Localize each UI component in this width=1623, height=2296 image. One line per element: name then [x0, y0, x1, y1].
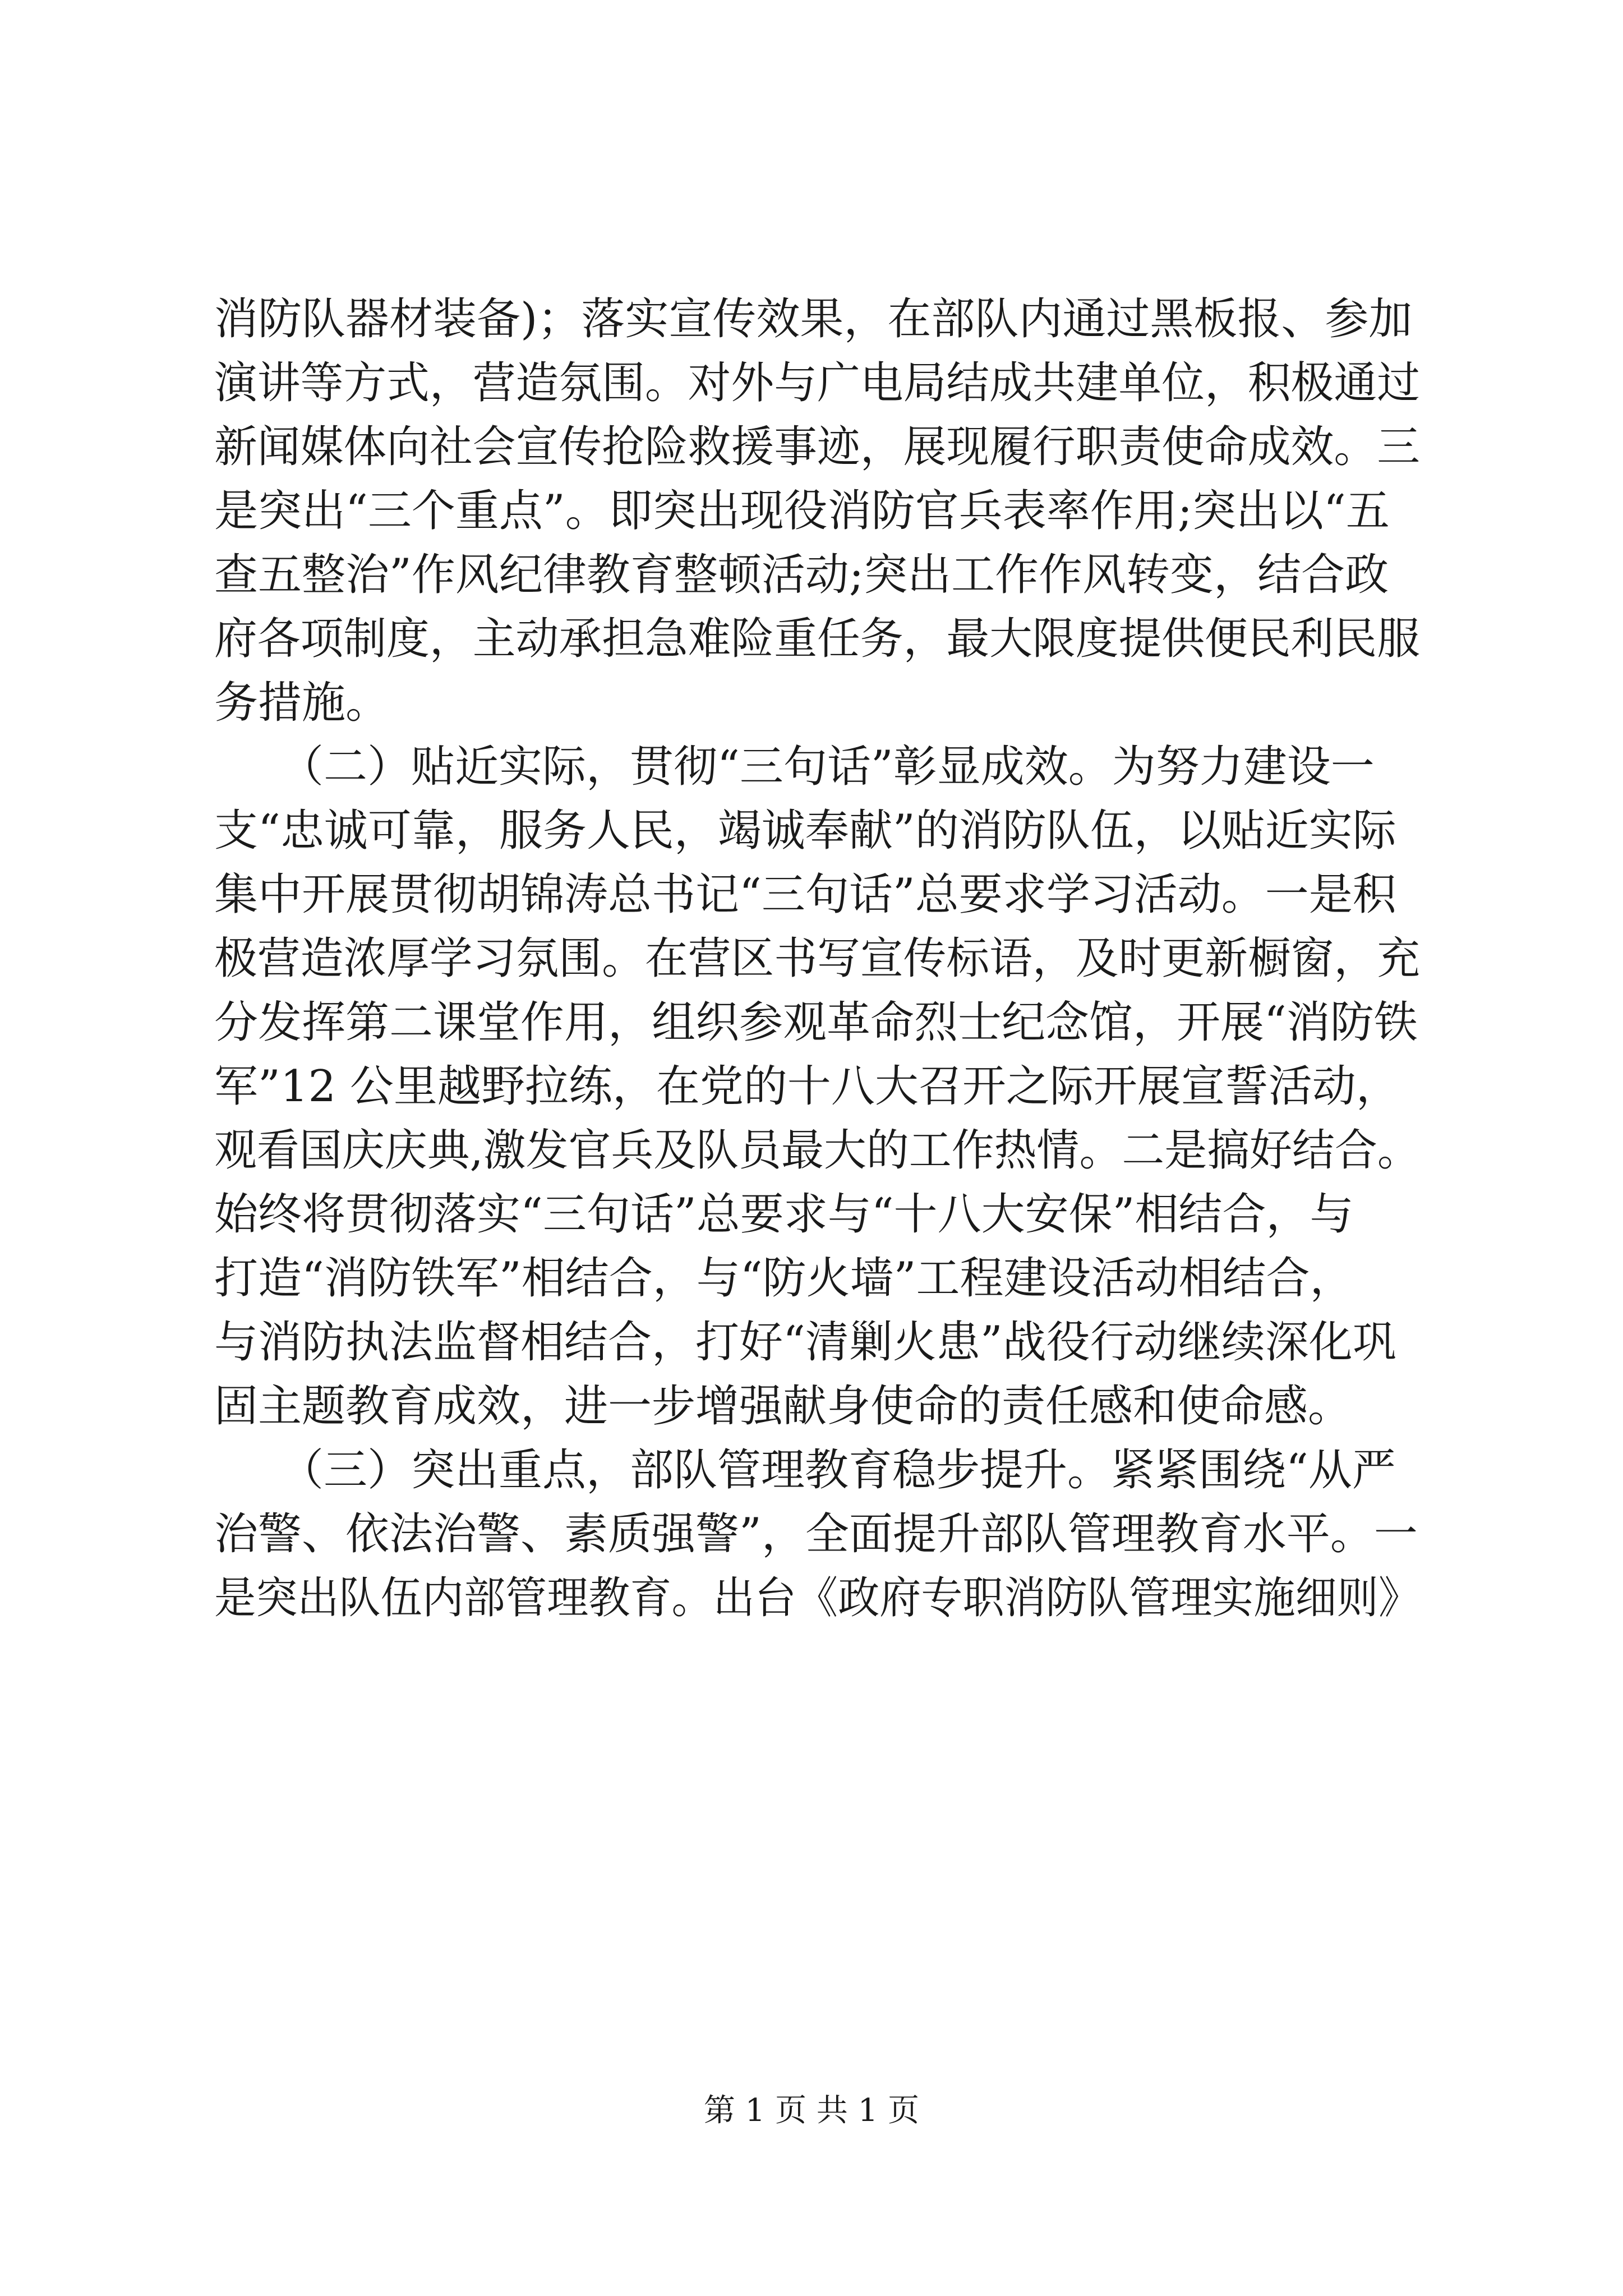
text-line: 务措施。 — [214, 678, 390, 728]
text-line: （三）突出重点，部队管理教育稳步提升。紧紧围绕“从严 — [214, 1445, 1396, 1496]
text-line: 府各项制度，主动承担急难险重任务，最大限度提供便民利民服 — [214, 614, 1421, 664]
text-line: 是突出队伍内部管理教育。出台《政府专职消防队管理实施细则》 — [214, 1573, 1421, 1623]
text-line: 是突出“三个重点”。即突出现役消防官兵表率作用;突出以“五 — [214, 486, 1390, 536]
document-body — [214, 287, 1420, 1630]
text-line: 查五整治”作风纪律教育整顿活动;突出工作作风转变，结合政 — [214, 550, 1389, 600]
text-line: 分发挥第二课堂作用，组织参观革命烈士纪念馆，开展“消防铁 — [214, 997, 1418, 1048]
text-line: 与消防执法监督相结合，打好“清剿火患”战役行动继续深化巩 — [214, 1317, 1396, 1368]
page-number: 第 1 页 共 1 页 — [703, 2092, 920, 2129]
text-line: （二）贴近实际，贯彻“三句话”彰显成效。为努力建设一 — [214, 742, 1375, 792]
text-line: 固主题教育成效，进一步增强献身使命的责任感和使命感。 — [214, 1381, 1352, 1432]
page-footer — [0, 2091, 1623, 2131]
text-line: 治警、依法治警、素质强警”，全面提升部队管理教育水平。一 — [214, 1509, 1418, 1559]
text-line: 支“忠诚可靠，服务人民，竭诚奉献”的消防队伍，以贴近实际 — [214, 806, 1396, 856]
text-line: 集中开展贯彻胡锦涛总书记“三句话”总要求学习活动。一是积 — [214, 869, 1396, 920]
text-line: 消防队器材装备)；落实宣传效果，在部队内通过黑板报、参加 — [214, 294, 1413, 344]
text-line: 演讲等方式，营造氛围。对外与广电局结成共建单位，积极通过 — [214, 358, 1421, 408]
text-line: 打造“消防铁军”相结合，与“防火墙”工程建设活动相结合， — [214, 1253, 1354, 1304]
text-line: 新闻媒体向社会宣传抢险救援事迹，展现履行职责使命成效。三 — [214, 422, 1421, 472]
text-line: 极营造浓厚学习氛围。在营区书写宣传标语，及时更新橱窗，充 — [214, 933, 1421, 984]
text-line: 始终将贯彻落实“三句话”总要求与“十八大安保”相结合，与 — [214, 1189, 1354, 1240]
text-line: 观看国庆庆典,激发官兵及队员最大的工作热情。二是搞好结合。 — [214, 1125, 1420, 1176]
text-line: 军”12 公里越野拉练，在党的十八大召开之际开展宣誓活动， — [214, 1061, 1400, 1112]
